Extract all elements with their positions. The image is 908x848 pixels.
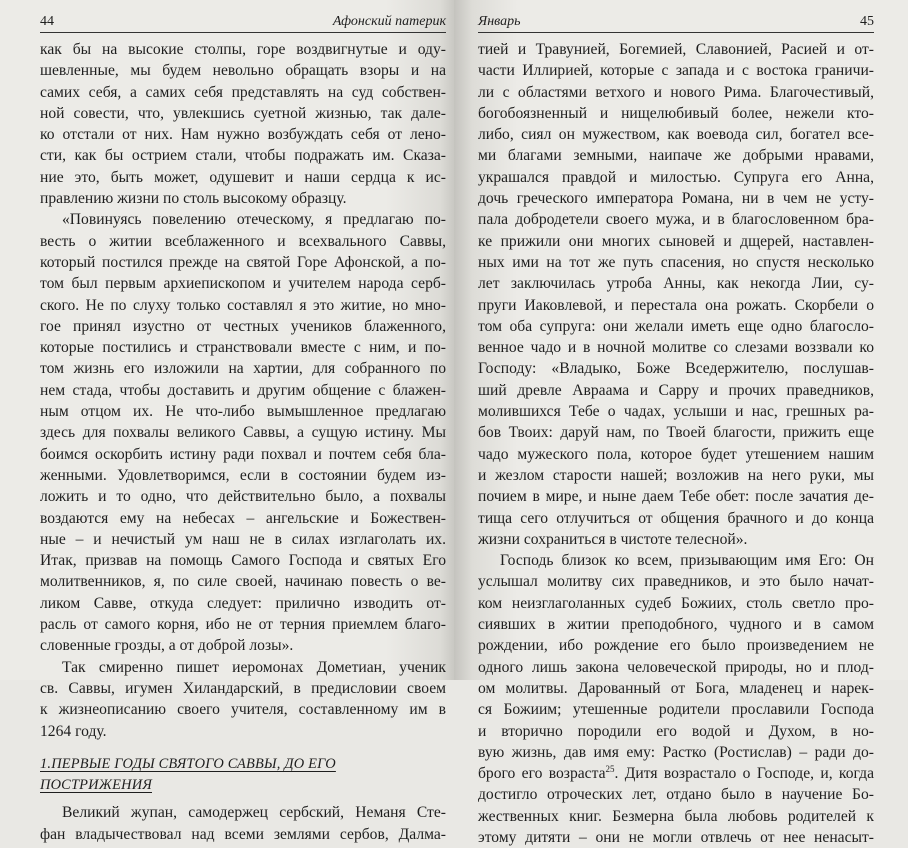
text-run: сиявших в житии преподобного, чудного и в самом	[478, 616, 874, 634]
text-line	[478, 784, 874, 805]
text-line: самих себя, а самих себя представлять на суд собствен-	[40, 83, 446, 101]
text-line: чадо мужеского пола, которое будет утешением нашим	[478, 445, 874, 463]
text-run: этому дитяти – они не могли отвлечь от нее ненасыт-	[478, 828, 874, 846]
text-line: как бы на высокие столпы, горе воздвигнутые и оду-	[40, 41, 446, 58]
text-line	[478, 742, 874, 763]
text-line: жизни сохраниться в чистоте телесной».	[478, 530, 748, 548]
paragraph	[40, 39, 446, 209]
text-line: весть о житии всеблаженного и всехвального Саввы,	[40, 232, 446, 250]
text-line: «Повинуясь повелению отеческому, я предлагаю по-	[62, 211, 446, 229]
text-line: женными. Удовлетворимся, если в состоянии будем из-	[40, 466, 446, 484]
text-run: вую жизнь, дав имя ему: Растко (Ростислав) – ради до-	[478, 743, 874, 761]
text-line	[478, 827, 874, 848]
text-run: достигло отроческих лет, отдано было в научение Бо-	[478, 786, 874, 804]
text-line: который постился прежде на святой Горе Афонской, а по-	[40, 253, 446, 271]
text-line	[478, 763, 874, 784]
text-line: гое принял изустно от честных учеников блаженного,	[40, 317, 446, 335]
text-line: ных ими на тот же путь спасения, но спустя несколько	[478, 253, 874, 271]
text-line: ли с областями ветхого и нового Рима. Благочестивый,	[478, 83, 874, 101]
right-page	[454, 0, 908, 846]
text-line: ке прижили они многих сыновей и дщерей, наставлен-	[478, 232, 874, 250]
text-run: ся Божиим; утешенные родители прославили Господа	[478, 701, 874, 719]
text-run: . Дитя возрастало о Господе, и, когда	[614, 765, 874, 783]
left-text	[40, 39, 446, 845]
text-line: ского. Не по слуху только составлял я это житие, но мно-	[40, 296, 446, 314]
right-text	[478, 39, 874, 848]
text-line: том оба супруга: они желали иметь еще одно благосло-	[478, 317, 874, 335]
paragraph	[478, 550, 874, 848]
text-line: ной совести, что, увлекшись суетной жизнью, так дале-	[40, 104, 446, 122]
text-run: жественных книг. Безмерна была любовь родителей к	[478, 807, 874, 825]
text-line: пала добродетели своего мужа, и в благословенном бра-	[478, 211, 874, 229]
text-line	[478, 614, 874, 635]
text-line: которые постились и странствовали вместе с ним, и по-	[40, 339, 446, 357]
text-line: том жизнь его изложили на хартии, для собранного по	[40, 360, 446, 378]
text-line: молившихся Тебе о чадах, услыши и нас, грешных ра-	[478, 403, 874, 421]
text-line: к жизнеописанию своего учителя, составленному им в	[40, 701, 446, 719]
text-run: Господь близок ко всем, призывающим имя Его: Он	[500, 552, 874, 570]
text-line	[478, 721, 874, 742]
paragraph	[40, 657, 446, 742]
text-line: бов Твоих: даруй нам, по Твоей благости, прижить еще	[478, 424, 874, 442]
text-line	[478, 550, 874, 571]
text-line: нем стада, чтобы доставить и другим общение с блажен-	[40, 381, 446, 399]
text-line: тища сего отлучиться от общения брачного и до конца	[478, 509, 874, 527]
text-line: ным отцом их. Не что-либо вымышленное предлагаю	[40, 403, 446, 421]
text-run: одного лишь закона человеческой природы, но и плод-	[478, 658, 874, 676]
text-run: и вторично породили его водой и Духом, в но-	[478, 722, 874, 740]
text-line: почием в мире, и ныне даем Тебе обет: после зачатия де-	[478, 488, 874, 506]
running-title: Январь	[478, 14, 521, 29]
text-line: украшался правдой и милостью. Супруга его Анна,	[478, 168, 874, 186]
text-line: том был первым архиепископом и учителем народа серб-	[40, 275, 446, 293]
text-line: ные – и нечистый ум наш не в силах изглаголать их.	[40, 530, 446, 548]
text-line: ми благами земными, наипаче же добрыми нравами,	[478, 147, 874, 165]
text-run: ком неизглаголанных судеб Божиих, столь светло про-	[478, 594, 874, 612]
text-line	[478, 806, 874, 827]
text-line: св. Саввы, игумен Хиландарский, в предисловии своем	[40, 679, 446, 697]
text-line	[478, 657, 874, 678]
text-line: либо, сиял он мужеством, как воевода сил, богател все-	[478, 126, 874, 144]
text-line: молитвенников, я, по силе своей, начинаю повесть о ве-	[40, 573, 446, 591]
text-line: боимся оскорбить истину ради похвал и почтем себя бла-	[40, 445, 446, 463]
text-line: правлению жизни по столь высокому образцу.	[40, 190, 347, 208]
text-line: лет заключилась утроба Анны, как некогда Лии, су-	[478, 275, 874, 293]
paragraph	[478, 39, 874, 550]
text-run: ом молитвы. Дарованный от Бога, младенец и нарек-	[478, 679, 874, 697]
text-line: дочь греческого императора Романа, ни в чем не усту-	[478, 190, 874, 208]
text-run: услышал молитву сих праведников, и это было начат-	[478, 573, 874, 591]
right-running-head	[478, 14, 874, 33]
text-line: ликом Савве, откуда следует: прилично изводить от-	[40, 594, 446, 612]
text-line: венное чадо и в ночной молитве со слезами воззвали ко	[478, 339, 874, 357]
text-line: словенные грозды, а от доброй лозы».	[40, 637, 294, 655]
text-run: брого его возраста	[478, 765, 606, 783]
text-line: расль от самого корня, ибо не от терния приемлем благо-	[40, 616, 446, 634]
chapter-title: 1.ПЕРВЫЕ ГОДЫ СВЯТОГО САВВЫ, ДО ЕГО ПОСТРИЖЕНИЯ	[40, 755, 336, 794]
text-line	[478, 635, 874, 656]
text-run: рождении, ибо рождение его было произведением не	[478, 637, 874, 655]
text-line	[478, 593, 874, 614]
text-line: Великий жупан, самодержец сербский, Неманя Сте-	[62, 804, 446, 822]
left-running-head	[40, 14, 446, 33]
paragraph	[40, 209, 446, 656]
text-line: ший древле Авраама и Сарру и прочих праведников,	[478, 381, 874, 399]
left-page	[0, 0, 454, 843]
text-line: шевленные, мы будем невольно обращать взоры и на	[40, 62, 446, 80]
text-line: Господу: «Владыко, Боже Вседержителю, послушав-	[478, 360, 874, 378]
page-number: 45	[860, 14, 874, 29]
text-line: ко отстали от них. Нам нужно возбуждать себя от лено-	[40, 126, 446, 144]
text-line: Так смиренно пишет иеромонах Дометиан, ученик	[62, 658, 446, 676]
text-line: богобоязненный и нищелюбивый более, нежели кто-	[478, 104, 874, 122]
text-line: пруги Иаковлевой, и перестала она рожать. Скорбели о	[478, 296, 874, 314]
text-line: 1264 году.	[40, 722, 107, 740]
text-line: ложить и то одно, что действительно было, а похвалы	[40, 488, 446, 506]
text-line	[478, 678, 874, 699]
text-line: сти, как бы острием стали, чтобы подражать им. Сказа-	[40, 147, 446, 165]
text-line	[478, 699, 874, 720]
text-line: части Иллирией, которые с запада и с востока граничи-	[478, 62, 874, 80]
running-title: Афонский патерик	[332, 14, 446, 29]
paragraph	[40, 802, 446, 845]
text-line: фан владычествовал над всеми землями сербов, Далма-	[40, 825, 446, 843]
text-line: и жезлом старости нашей; возложив на него руки, мы	[478, 466, 874, 484]
text-line: Итак, призвав на помощь Самого Господа и святых Его	[40, 552, 446, 570]
text-line: воздаются ему на небесах – ангельские и Божествен-	[40, 509, 446, 527]
text-line: ние это, быть может, одушевит и наши сердца к ис-	[40, 168, 446, 186]
text-line	[478, 571, 874, 592]
text-line: тией и Травунией, Богемией, Славонией, Расией и от-	[478, 41, 874, 58]
text-line: здесь для похвалы великого Саввы, а сущую истину. Мы	[40, 424, 446, 442]
page-number: 44	[40, 14, 54, 29]
footnote-ref: 25	[605, 763, 615, 774]
